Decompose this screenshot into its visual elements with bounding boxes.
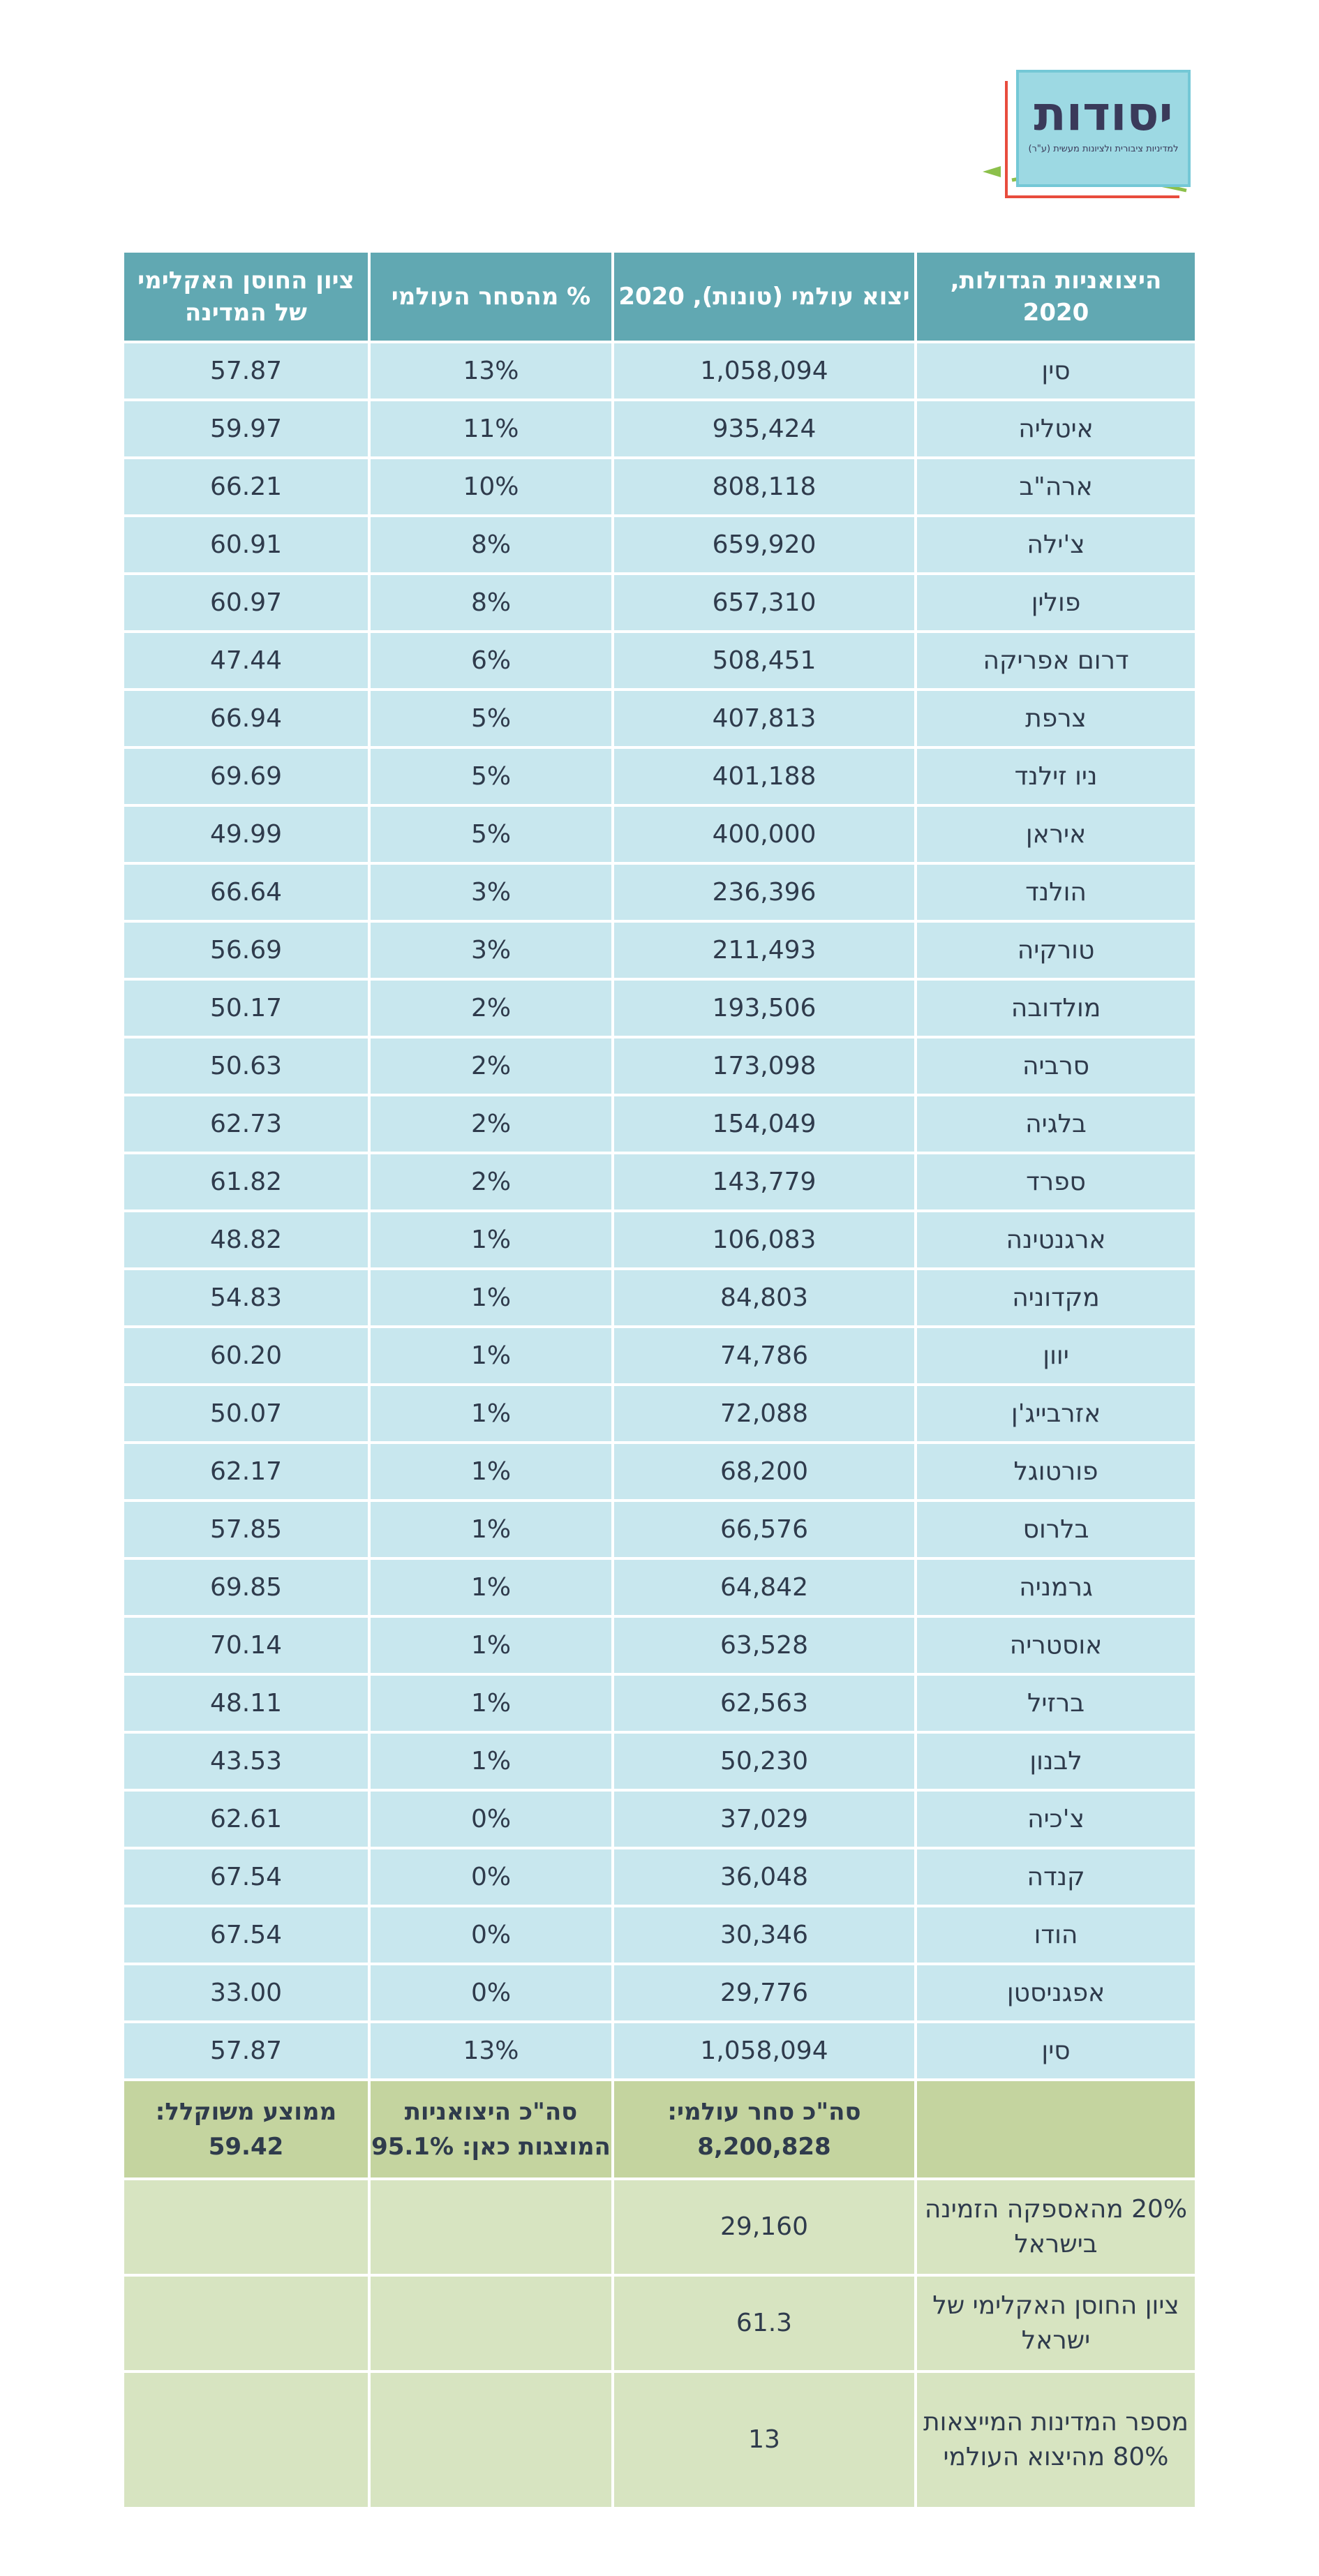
extra-row-country-count bbox=[124, 2373, 1195, 2510]
cell-score: 56.69 bbox=[124, 923, 368, 981]
cell-export: 400,000 bbox=[611, 807, 914, 865]
cell-share: 3% bbox=[368, 923, 611, 981]
table-row bbox=[124, 1560, 1195, 1618]
cell-score: 50.63 bbox=[124, 1038, 368, 1096]
cell-export: 1,058,094 bbox=[611, 343, 914, 401]
cell-export: 154,049 bbox=[611, 1096, 914, 1154]
cell-share: 1% bbox=[368, 1270, 611, 1328]
logo-subtitle: למדיניות ציבורית ולציונות מעשית (ע"ר) bbox=[1028, 144, 1179, 154]
cell-share: 1% bbox=[368, 1502, 611, 1560]
logo-title: יסודות bbox=[1034, 87, 1173, 142]
cell-export: 401,188 bbox=[611, 749, 914, 807]
extra-empty bbox=[368, 2180, 611, 2277]
table-row bbox=[124, 1386, 1195, 1444]
table-row bbox=[124, 517, 1195, 575]
cell-export: 64,842 bbox=[611, 1560, 914, 1618]
cell-country: פולין bbox=[914, 575, 1195, 633]
cell-country: צרפת bbox=[914, 691, 1195, 749]
table-row bbox=[124, 1849, 1195, 1907]
table-row bbox=[124, 1965, 1195, 2023]
cell-score: 48.11 bbox=[124, 1676, 368, 1734]
cell-country: קנדה bbox=[914, 1849, 1195, 1907]
table-row bbox=[124, 1618, 1195, 1676]
cell-share: 3% bbox=[368, 865, 611, 923]
totals-weighted-average: ממוצע משוקלל: 59.42 bbox=[124, 2081, 368, 2180]
cell-share: 0% bbox=[368, 1849, 611, 1907]
cell-export: 659,920 bbox=[611, 517, 914, 575]
cell-export: 63,528 bbox=[611, 1618, 914, 1676]
table-row bbox=[124, 1096, 1195, 1154]
cell-share: 0% bbox=[368, 1907, 611, 1965]
cell-share: 8% bbox=[368, 517, 611, 575]
table-row bbox=[124, 807, 1195, 865]
cell-share: 2% bbox=[368, 981, 611, 1038]
cell-export: 407,813 bbox=[611, 691, 914, 749]
cell-score: 62.17 bbox=[124, 1444, 368, 1502]
exporters-table bbox=[124, 253, 1195, 2510]
cell-country: צ'כיה bbox=[914, 1792, 1195, 1849]
cell-score: 49.99 bbox=[124, 807, 368, 865]
cell-share: 1% bbox=[368, 1328, 611, 1386]
extra-empty bbox=[124, 2180, 368, 2277]
cell-country: ברזיל bbox=[914, 1676, 1195, 1734]
cell-country: ניו זילנד bbox=[914, 749, 1195, 807]
cell-share: 13% bbox=[368, 343, 611, 401]
cell-country: בלרוס bbox=[914, 1502, 1195, 1560]
cell-score: 67.54 bbox=[124, 1907, 368, 1965]
table-row bbox=[124, 2023, 1195, 2081]
cell-share: 1% bbox=[368, 1734, 611, 1792]
cell-country: צ'ילה bbox=[914, 517, 1195, 575]
cell-share: 5% bbox=[368, 691, 611, 749]
table-row bbox=[124, 1212, 1195, 1270]
table-row bbox=[124, 1676, 1195, 1734]
table-row bbox=[124, 1734, 1195, 1792]
extra-empty bbox=[124, 2277, 368, 2373]
table-row bbox=[124, 1270, 1195, 1328]
totals-shown-exporters: סה"כ היצואניות המוצגות כאן: 95.1% bbox=[368, 2081, 611, 2180]
table-row bbox=[124, 343, 1195, 401]
cell-country: גרמניה bbox=[914, 1560, 1195, 1618]
cell-score: 48.82 bbox=[124, 1212, 368, 1270]
table-row bbox=[124, 923, 1195, 981]
table-header-row bbox=[124, 253, 1195, 343]
cell-country: ארגנטינה bbox=[914, 1212, 1195, 1270]
table-row bbox=[124, 1792, 1195, 1849]
header-climate-score: ציון החוסן האקלימי של המדינה bbox=[124, 253, 368, 343]
cell-share: 1% bbox=[368, 1444, 611, 1502]
cell-score: 60.97 bbox=[124, 575, 368, 633]
cell-share: 10% bbox=[368, 459, 611, 517]
cell-share: 1% bbox=[368, 1676, 611, 1734]
cell-score: 54.83 bbox=[124, 1270, 368, 1328]
cell-export: 193,506 bbox=[611, 981, 914, 1038]
cell-country: בלגיה bbox=[914, 1096, 1195, 1154]
cell-country: טורקיה bbox=[914, 923, 1195, 981]
cell-export: 72,088 bbox=[611, 1386, 914, 1444]
table-row bbox=[124, 691, 1195, 749]
table-row bbox=[124, 633, 1195, 691]
cell-score: 57.87 bbox=[124, 343, 368, 401]
cell-score: 50.17 bbox=[124, 981, 368, 1038]
cell-score: 66.21 bbox=[124, 459, 368, 517]
table-row bbox=[124, 749, 1195, 807]
cell-export: 36,048 bbox=[611, 1849, 914, 1907]
table-row bbox=[124, 1154, 1195, 1212]
table-body bbox=[124, 343, 1195, 2081]
totals-row bbox=[124, 2081, 1195, 2180]
cell-share: 1% bbox=[368, 1560, 611, 1618]
cell-export: 62,563 bbox=[611, 1676, 914, 1734]
cell-country: מולדובה bbox=[914, 981, 1195, 1038]
extra-empty bbox=[124, 2373, 368, 2510]
cell-country: סרביה bbox=[914, 1038, 1195, 1096]
cell-score: 66.64 bbox=[124, 865, 368, 923]
cell-score: 33.00 bbox=[124, 1965, 368, 2023]
cell-score: 67.54 bbox=[124, 1849, 368, 1907]
cell-score: 69.69 bbox=[124, 749, 368, 807]
cell-export: 30,346 bbox=[611, 1907, 914, 1965]
yesodot-logo bbox=[977, 61, 1200, 201]
cell-country: סין bbox=[914, 343, 1195, 401]
table-row bbox=[124, 575, 1195, 633]
table-row bbox=[124, 1328, 1195, 1386]
cell-export: 657,310 bbox=[611, 575, 914, 633]
cell-score: 57.85 bbox=[124, 1502, 368, 1560]
cell-share: 1% bbox=[368, 1212, 611, 1270]
cell-export: 68,200 bbox=[611, 1444, 914, 1502]
cell-country: ספרד bbox=[914, 1154, 1195, 1212]
cell-score: 70.14 bbox=[124, 1618, 368, 1676]
cell-export: 37,029 bbox=[611, 1792, 914, 1849]
cell-share: 2% bbox=[368, 1096, 611, 1154]
cell-share: 0% bbox=[368, 1792, 611, 1849]
extra-empty bbox=[368, 2277, 611, 2373]
table-row bbox=[124, 1444, 1195, 1502]
cell-export: 236,396 bbox=[611, 865, 914, 923]
cell-score: 61.82 bbox=[124, 1154, 368, 1212]
cell-score: 60.20 bbox=[124, 1328, 368, 1386]
extra-label: ציון החוסן האקלימי של ישראל bbox=[914, 2277, 1195, 2373]
cell-score: 60.91 bbox=[124, 517, 368, 575]
cell-share: 2% bbox=[368, 1154, 611, 1212]
cell-score: 47.44 bbox=[124, 633, 368, 691]
cell-score: 59.97 bbox=[124, 401, 368, 459]
cell-score: 66.94 bbox=[124, 691, 368, 749]
cell-export: 143,779 bbox=[611, 1154, 914, 1212]
cell-export: 808,118 bbox=[611, 459, 914, 517]
header-global-export: יצוא עולמי (טונות), 2020 bbox=[611, 253, 914, 343]
cell-export: 50,230 bbox=[611, 1734, 914, 1792]
totals-global-trade: סה"כ סחר עולמי: 8,200,828 bbox=[611, 2081, 914, 2180]
cell-share: 1% bbox=[368, 1386, 611, 1444]
cell-country: דרום אפריקה bbox=[914, 633, 1195, 691]
cell-export: 29,776 bbox=[611, 1965, 914, 2023]
cell-country: איראן bbox=[914, 807, 1195, 865]
cell-export: 211,493 bbox=[611, 923, 914, 981]
cell-export: 106,083 bbox=[611, 1212, 914, 1270]
table-row bbox=[124, 401, 1195, 459]
cell-country: אפגניסטן bbox=[914, 1965, 1195, 2023]
table-row bbox=[124, 1502, 1195, 1560]
table-row bbox=[124, 865, 1195, 923]
cell-score: 57.87 bbox=[124, 2023, 368, 2081]
cell-share: 0% bbox=[368, 1965, 611, 2023]
cell-country: איטליה bbox=[914, 401, 1195, 459]
extra-label: 20% מהאספקה הזמינה בישראל bbox=[914, 2180, 1195, 2277]
extra-label: מספר המדינות המייצאות 80% מהיצוא העולמי bbox=[914, 2373, 1195, 2510]
cell-export: 74,786 bbox=[611, 1328, 914, 1386]
extra-value: 29,160 bbox=[611, 2180, 914, 2277]
cell-country: ארה"ב bbox=[914, 459, 1195, 517]
cell-export: 1,058,094 bbox=[611, 2023, 914, 2081]
cell-score: 62.61 bbox=[124, 1792, 368, 1849]
header-trade-share: % מהסחר העולמי bbox=[368, 253, 611, 343]
cell-country: אוסטריה bbox=[914, 1618, 1195, 1676]
header-countries: היצואניות הגדולות, 2020 bbox=[914, 253, 1195, 343]
cell-share: 6% bbox=[368, 633, 611, 691]
cell-country: פורטוגל bbox=[914, 1444, 1195, 1502]
cell-share: 11% bbox=[368, 401, 611, 459]
cell-export: 173,098 bbox=[611, 1038, 914, 1096]
cell-export: 508,451 bbox=[611, 633, 914, 691]
cell-export: 84,803 bbox=[611, 1270, 914, 1328]
cell-country: סין bbox=[914, 2023, 1195, 2081]
cell-share: 13% bbox=[368, 2023, 611, 2081]
cell-share: 2% bbox=[368, 1038, 611, 1096]
cell-country: יוון bbox=[914, 1328, 1195, 1386]
cell-share: 5% bbox=[368, 807, 611, 865]
cell-score: 43.53 bbox=[124, 1734, 368, 1792]
cell-country: הודו bbox=[914, 1907, 1195, 1965]
cell-export: 66,576 bbox=[611, 1502, 914, 1560]
extra-value: 13 bbox=[611, 2373, 914, 2510]
cell-country: הולנד bbox=[914, 865, 1195, 923]
cell-export: 935,424 bbox=[611, 401, 914, 459]
totals-empty bbox=[914, 2081, 1195, 2180]
cell-share: 1% bbox=[368, 1618, 611, 1676]
cell-share: 8% bbox=[368, 575, 611, 633]
cell-country: מקדוניה bbox=[914, 1270, 1195, 1328]
extra-row-israel-score bbox=[124, 2277, 1195, 2373]
table-row bbox=[124, 1907, 1195, 1965]
extra-empty bbox=[368, 2373, 611, 2510]
extra-value: 61.3 bbox=[611, 2277, 914, 2373]
cell-score: 62.73 bbox=[124, 1096, 368, 1154]
cell-share: 5% bbox=[368, 749, 611, 807]
extra-row-israel-supply bbox=[124, 2180, 1195, 2277]
cell-score: 69.85 bbox=[124, 1560, 368, 1618]
cell-country: אזרבייג'ן bbox=[914, 1386, 1195, 1444]
table-row bbox=[124, 981, 1195, 1038]
cell-country: לבנון bbox=[914, 1734, 1195, 1792]
cell-score: 50.07 bbox=[124, 1386, 368, 1444]
table-row bbox=[124, 459, 1195, 517]
table-row bbox=[124, 1038, 1195, 1096]
